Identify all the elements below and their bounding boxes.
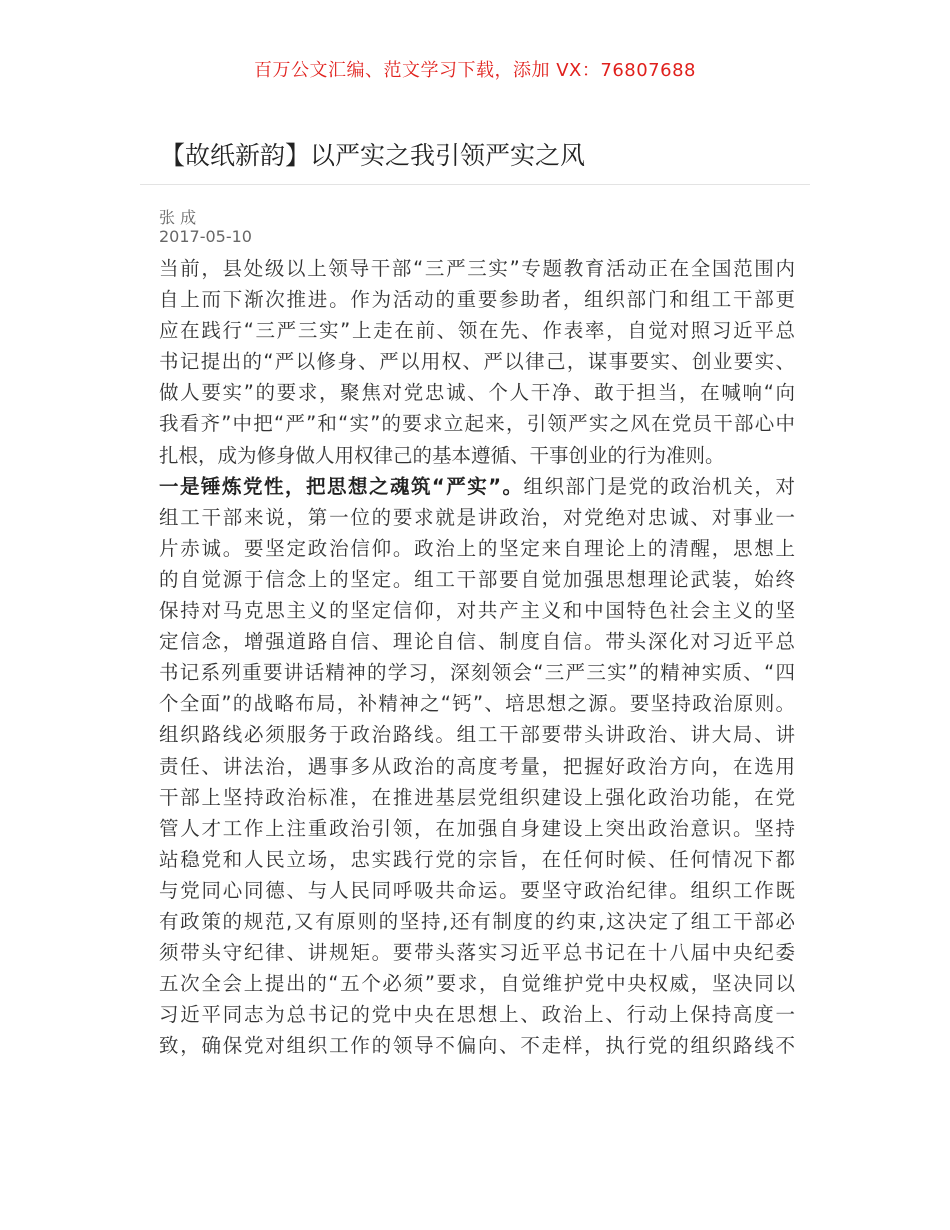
- body-text-line: [159, 502, 795, 533]
- body-text: 做人要实”的要求，聚焦对党忠诚、个人干净、敢于担当，在喊响“向: [159, 381, 795, 405]
- body-text-line: [159, 968, 795, 999]
- body-text-line: [159, 564, 795, 595]
- body-text: 组工干部来说，第一位的要求就是讲政治，对党绝对忠诚、对事业一: [159, 505, 795, 529]
- body-text: 五次全会上提出的“五个必须”要求，自觉维护党中央权威，坚决同以: [159, 972, 795, 996]
- body-text: 责任、讲法治，遇事多从政治的高度考量，把握好政治方向，在选用: [159, 754, 795, 778]
- body-text-line: [159, 284, 795, 315]
- body-text: 组织路线必须服务于政治路线。组工干部要带头讲政治、讲大局、讲: [159, 723, 795, 747]
- body-text: 定信念，增强道路自信、理论自信、制度自信。带头深化对习近平总: [159, 630, 795, 654]
- body-text: 个全面”的战略布局，补精神之“钙”、培思想之源。要坚持政治原则。: [159, 692, 795, 716]
- body-text: 与党同心同德、与人民同呼吸共命运。要坚守政治纪律。组织工作既: [159, 878, 795, 902]
- body-text: 保持对马克思主义的坚定信仰，对共产主义和中国特色社会主义的坚: [159, 599, 795, 623]
- body-text-line: [159, 1030, 795, 1061]
- body-text-line: [159, 906, 795, 937]
- body-text: 书记系列重要讲话精神的学习，深刻领会“三严三实”的精神实质、“四: [159, 661, 795, 685]
- body-text: 应在践行“三严三实”上走在前、领在先、作表率，自觉对照习近平总: [159, 319, 795, 343]
- body-text: 我看齐”中把“严”和“实”的要求立起来，引领严实之风在党员干部心中: [159, 412, 795, 436]
- body-text: 站稳党和人民立场，忠实践行党的宗旨，在任何时候、任何情况下都: [159, 847, 795, 871]
- body-text: 自上而下渐次推进。作为活动的重要参助者，组织部门和组工干部更: [159, 288, 795, 312]
- article-author: 张 成: [159, 208, 197, 227]
- download-banner: 百万公文汇编、范文学习下载，添加 VX：76807688: [254, 60, 696, 81]
- body-text-line: [159, 626, 795, 657]
- body-text: 致，确保党对组织工作的领导不偏向、不走样，执行党的组织路线不: [159, 1034, 795, 1058]
- body-text-line: [159, 377, 795, 408]
- body-text-line: [159, 875, 795, 906]
- section-lead-heading: 一是锤炼党性，把思想之魂筑“严实”。: [159, 474, 524, 498]
- body-text-line: [159, 719, 795, 750]
- body-text: 须带头守纪律、讲规矩。要带头落实习近平总书记在十八届中央纪委: [159, 941, 795, 965]
- body-text-line: [159, 253, 795, 284]
- body-text: 当前，县处级以上领导干部“三严三实”专题教育活动正在全国范围内: [159, 257, 795, 280]
- body-text-line: [159, 408, 795, 439]
- body-text-line: [159, 688, 795, 719]
- body-text: 管人才工作上注重政治引领，在加强自身建设上突出政治意识。坚持: [159, 816, 795, 840]
- body-text-line: [159, 813, 795, 844]
- body-text-line: [159, 657, 795, 688]
- body-text: 有政策的规范,又有原则的坚持,还有制度的约束,这决定了组工干部必: [159, 909, 795, 933]
- body-text-line: [159, 315, 795, 346]
- body-text-line: [159, 533, 795, 564]
- body-text: 扎根，成为修身做人用权律己的基本遵循、干事创业的行为准则。: [159, 443, 725, 467]
- body-text-line: [159, 595, 795, 626]
- article-body: [159, 253, 795, 1061]
- body-text-line: [159, 937, 795, 968]
- body-text-line: [159, 844, 795, 875]
- body-text: 干部上坚持政治标准，在推进基层党组织建设上强化政治功能，在党: [159, 785, 795, 809]
- body-text-line: [159, 999, 795, 1030]
- body-text-line: [159, 346, 795, 377]
- article-date: 2017-05-10: [159, 227, 252, 246]
- body-text: 书记提出的“严以修身、严以用权、严以律己，谋事要实、创业要实、: [159, 350, 795, 374]
- body-text: 组织部门是党的政治机关，对: [523, 474, 795, 498]
- body-text: 习近平同志为总书记的党中央在思想上、政治上、行动上保持高度一: [159, 1003, 795, 1027]
- body-text: 的自觉源于信念上的坚定。组工干部要自觉加强思想理论武装，始终: [159, 567, 795, 591]
- body-text-line: [159, 751, 795, 782]
- article-title: 【故纸新韵】以严实之我引领严实之风: [160, 141, 586, 170]
- body-text: 片赤诚。要坚定政治信仰。政治上的坚定来自理论上的清醒，思想上: [159, 536, 795, 560]
- body-text-line: [159, 440, 795, 471]
- body-text-line: [159, 471, 795, 502]
- body-text-line: [159, 782, 795, 813]
- title-divider: [140, 184, 810, 185]
